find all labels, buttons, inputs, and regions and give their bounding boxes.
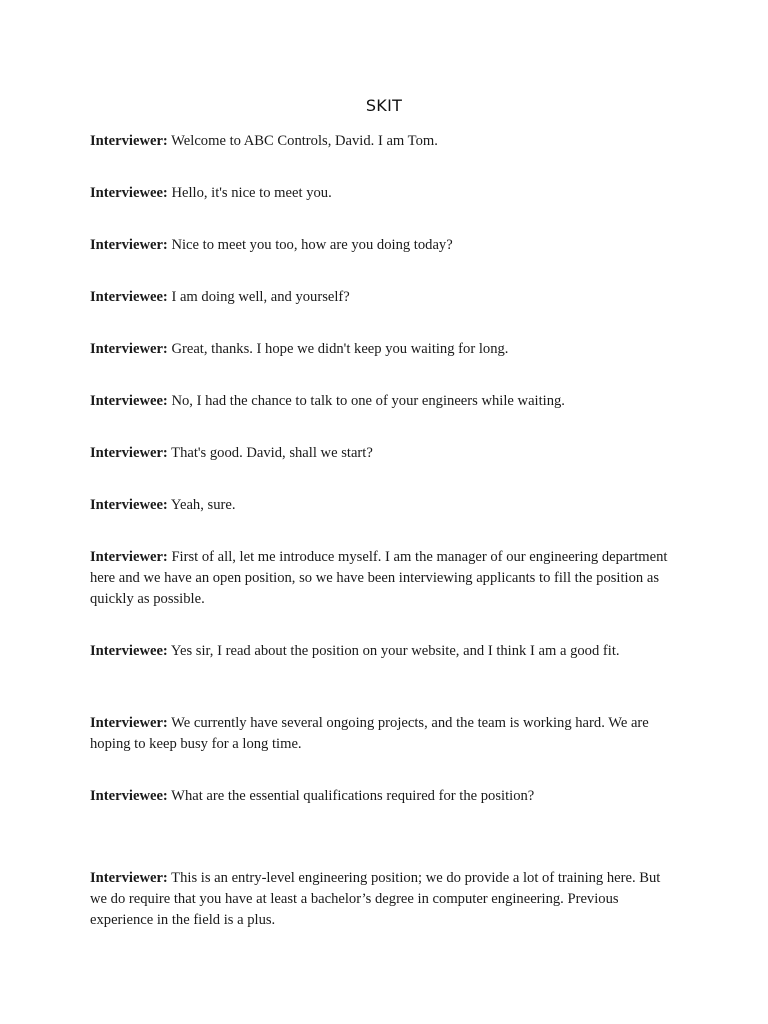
speaker-label: Interviewee:: [90, 393, 168, 409]
document-title: SKIT: [365, 96, 403, 115]
speaker-label: Interviewer:: [90, 341, 168, 357]
dialogue-text: This is an entry-level engineering position; we do provide a lot of training here. But we do require that you have at least a bachelor’s degree in computer engineering. Previous experience in the field is a plus.: [90, 870, 661, 928]
dialogue-line: [90, 868, 680, 931]
dialogue-line: [90, 547, 680, 610]
speaker-label: Interviewee:: [90, 289, 168, 305]
speaker-label: Interviewee:: [90, 497, 168, 513]
speaker-label: Interviewer:: [90, 715, 168, 731]
speaker-label: Interviewer:: [90, 870, 168, 886]
speaker-label: Interviewee:: [90, 788, 168, 804]
dialogue-text: I am doing well, and yourself?: [167, 289, 350, 305]
dialogue-text: That's good. David, shall we start?: [167, 445, 373, 461]
dialogue-text: Nice to meet you too, how are you doing today?: [167, 237, 453, 253]
dialogue-text: Welcome to ABC Controls, David. I am Tom.: [167, 133, 438, 149]
dialogue-text: What are the essential qualifications required for the position?: [167, 788, 535, 804]
dialogue-text: Great, thanks. I hope we didn't keep you waiting for long.: [167, 341, 509, 357]
speaker-label: Interviewee:: [90, 185, 168, 201]
dialogue-text: Yes sir, I read about the position on your website, and I think I am a good fit.: [167, 643, 620, 659]
dialogue-line: [90, 786, 680, 807]
speaker-label: Interviewer:: [90, 549, 168, 565]
dialogue-text: We currently have several ongoing projects, and the team is working hard. We are hoping to keep busy for a long time.: [90, 715, 649, 752]
speaker-label: Interviewer:: [90, 445, 168, 461]
dialogue-line: [90, 235, 680, 256]
speaker-label: Interviewer:: [90, 237, 168, 253]
speaker-label: Interviewee:: [90, 643, 168, 659]
dialogue-text: No, I had the chance to talk to one of your engineers while waiting.: [167, 393, 565, 409]
dialogue-line: [90, 339, 680, 360]
speaker-label: Interviewer:: [90, 133, 168, 149]
dialogue-line: [90, 641, 680, 662]
dialogue-text: First of all, let me introduce myself. I am the manager of our engineering department here and we have an open position, so we have been interviewing applicants to fill the position as quickly as possible.: [90, 549, 668, 607]
dialogue-line: [90, 495, 680, 516]
dialogue-line: [90, 287, 680, 308]
dialogue-line: [90, 183, 680, 204]
dialogue-line: [90, 443, 680, 464]
dialogue-text: Yeah, sure.: [167, 497, 236, 513]
dialogue-line: [90, 391, 680, 412]
dialogue-line: [90, 713, 680, 755]
dialogue-text: Hello, it's nice to meet you.: [167, 185, 332, 201]
dialogue-line: [90, 131, 680, 152]
